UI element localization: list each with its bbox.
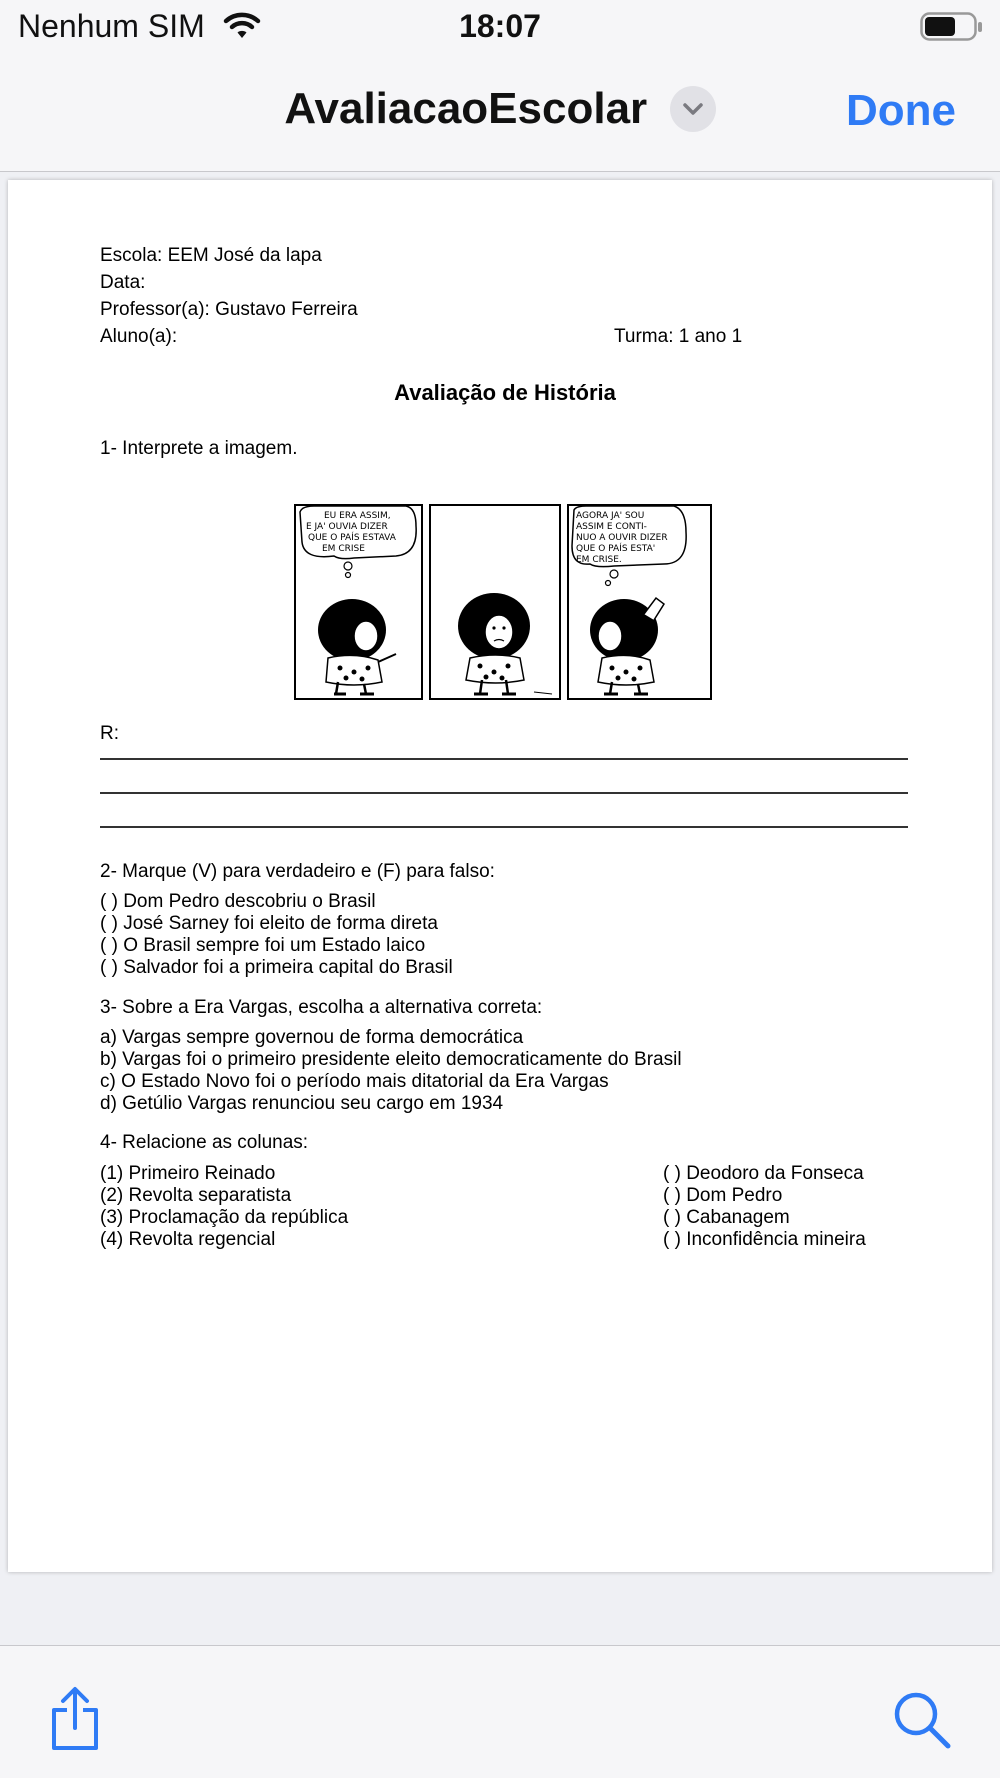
multiple-choice-option: d) Getúlio Vargas renunciou seu cargo em 1934 bbox=[100, 1093, 504, 1114]
question-1-prompt: 1- Interprete a imagem. bbox=[100, 438, 298, 459]
student-field: Aluno(a): bbox=[100, 326, 178, 347]
comic-panel3-line: EM CRISE. bbox=[576, 555, 622, 565]
match-left-item: (1) Primeiro Reinado bbox=[100, 1163, 276, 1184]
multiple-choice-option: c) O Estado Novo foi o período mais ditatorial da Era Vargas bbox=[100, 1071, 609, 1092]
match-right-item: ( ) Inconfidência mineira bbox=[663, 1229, 866, 1250]
answer-line bbox=[100, 826, 908, 828]
true-false-item: ( ) Dom Pedro descobriu o Brasil bbox=[100, 891, 376, 912]
clock: 18:07 bbox=[459, 8, 541, 44]
navigation-bar bbox=[0, 56, 1000, 172]
multiple-choice-option: b) Vargas foi o primeiro presidente eleito democraticamente do Brasil bbox=[100, 1049, 682, 1070]
class-field: Turma: 1 ano 1 bbox=[614, 326, 743, 347]
answer-line bbox=[100, 792, 908, 794]
match-left-item: (3) Proclamação da república bbox=[100, 1207, 349, 1228]
match-right-item: ( ) Deodoro da Fonseca bbox=[663, 1163, 864, 1184]
share-icon[interactable] bbox=[48, 1686, 102, 1757]
true-false-item: ( ) Salvador foi a primeira capital do Brasil bbox=[100, 957, 453, 978]
date-field: Data: bbox=[100, 272, 146, 293]
match-right-item: ( ) Dom Pedro bbox=[663, 1185, 783, 1206]
exam-title: Avaliação de História bbox=[394, 380, 616, 405]
match-left-item: (2) Revolta separatista bbox=[100, 1185, 292, 1206]
comic-panel1-line: E JA' OUVIA DIZER bbox=[306, 522, 388, 532]
comic-panel3-line: ASSIM E CONTI- bbox=[576, 522, 647, 532]
search-icon[interactable] bbox=[892, 1690, 952, 1755]
done-button[interactable]: Done bbox=[846, 86, 956, 135]
battery-icon bbox=[920, 12, 984, 47]
school-field: Escola: EEM José da lapa bbox=[100, 245, 322, 266]
bottom-toolbar bbox=[0, 1645, 1000, 1778]
comic-panel1-line: QUE O PAÍS ESTAVA bbox=[308, 533, 396, 543]
chevron-down-icon[interactable] bbox=[670, 86, 716, 132]
multiple-choice-option: a) Vargas sempre governou de forma democrática bbox=[100, 1027, 524, 1048]
question-4-prompt: 4- Relacione as colunas: bbox=[100, 1132, 309, 1153]
match-right-item: ( ) Cabanagem bbox=[663, 1207, 790, 1228]
comic-panel3-line: AGORA JA' SOU bbox=[576, 511, 645, 521]
teacher-field: Professor(a): Gustavo Ferreira bbox=[100, 299, 358, 320]
match-left-item: (4) Revolta regencial bbox=[100, 1229, 276, 1250]
true-false-item: ( ) José Sarney foi eleito de forma direta bbox=[100, 913, 438, 934]
carrier-label: Nenhum SIM bbox=[18, 8, 205, 44]
document-viewer[interactable] bbox=[0, 172, 1000, 1645]
comic-panel3-line: NUO A OUVIR DIZER bbox=[576, 533, 668, 543]
comic-panel3-line: QUE O PAÍS ESTA' bbox=[576, 544, 656, 554]
true-false-item: ( ) O Brasil sempre foi um Estado laico bbox=[100, 935, 426, 956]
document-title[interactable]: AvaliacaoEscolar bbox=[284, 84, 648, 133]
answer-label: R: bbox=[100, 723, 119, 744]
comic-panel1-line: EM CRISE bbox=[322, 544, 365, 554]
comic-strip-image bbox=[294, 502, 714, 702]
comic-panel1-line: EU ERA ASSIM, bbox=[324, 511, 391, 521]
answer-line bbox=[100, 758, 908, 760]
question-2-prompt: 2- Marque (V) para verdadeiro e (F) para falso: bbox=[100, 861, 495, 882]
question-3-prompt: 3- Sobre a Era Vargas, escolha a alternativa correta: bbox=[100, 997, 543, 1018]
status-bar bbox=[0, 0, 1000, 56]
document-page bbox=[8, 180, 992, 1572]
